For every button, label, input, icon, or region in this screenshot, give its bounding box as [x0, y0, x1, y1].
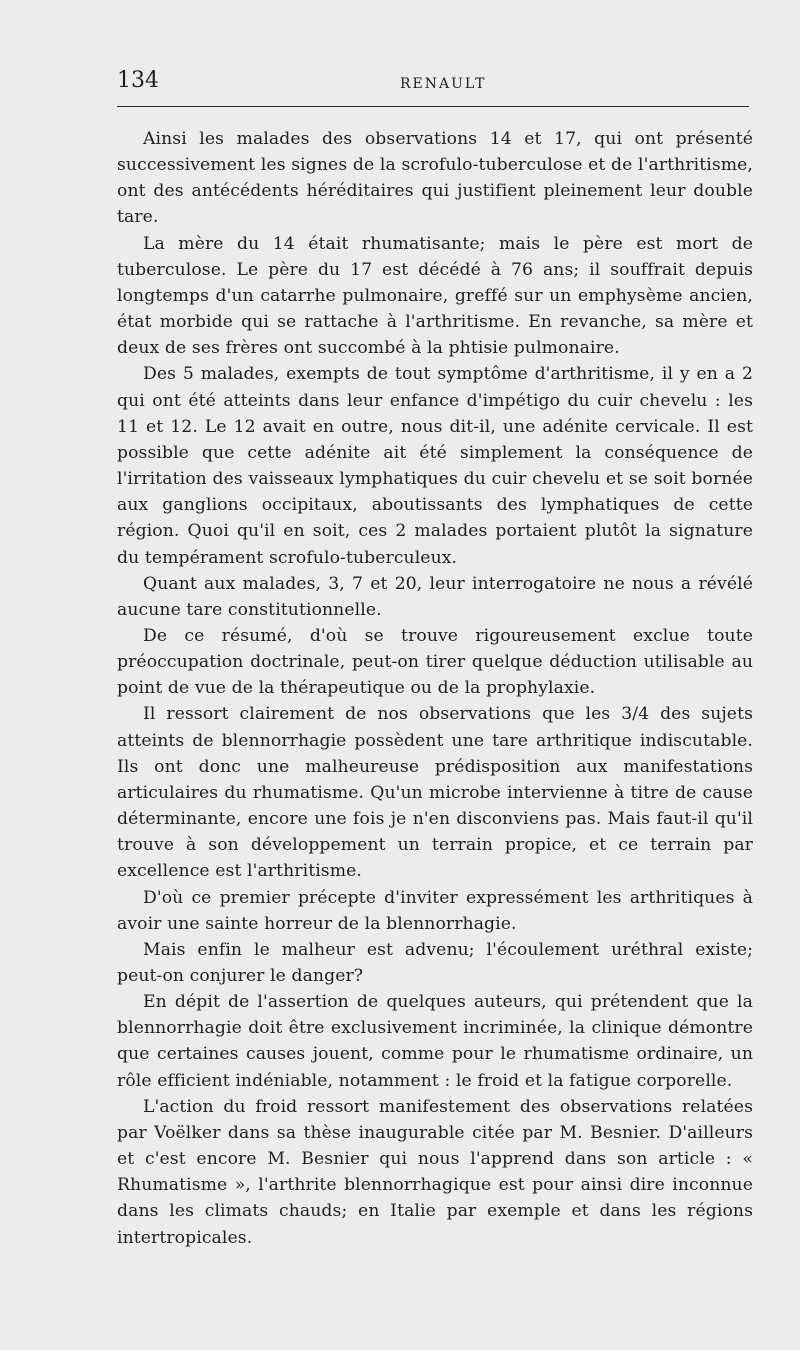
paragraph: La mère du 14 était rhumatisante; mais le père est mort de tuberculose. Le père du 17 est décédé à 76 ans; il souffrait depuis longtemps d'un catarrhe pulmonaire, greffé sur un emphysème ancien, état morbide qui se rattache à l'arthritisme. En revanche, sa mère et deux de ses frères ont succombé à la phtisie pulmonaire.: [117, 233, 753, 359]
page-number: 134: [117, 68, 159, 93]
paragraph: L'action du froid ressort manifestement des observations relatées par Voëlker dans sa thèse inaugurable citée par M. Besnier. D'ailleurs et c'est encore M. Besnier qui nous l'apprend dans son article : « Rhumatisme », l'arthrite blennorrhagique est pour ainsi dire inconnue dans les climats chauds; en Italie par exemple et dans les régions intertropicales.: [117, 1096, 753, 1248]
page-header: [117, 64, 749, 104]
paragraph: Mais enfin le malheur est advenu; l'écoulement uréthral existe; peut-on conjurer le danger?: [117, 939, 753, 986]
paragraph: En dépit de l'assertion de quelques auteurs, qui prétendent que la blennorrhagie doit être exclusivement incriminée, la clinique démontre que certaines causes jouent, comme pour le rhumatisme ordinaire, un rôle efficient indéniable, notamment : le froid et la fatigue corporelle.: [117, 992, 753, 1091]
body-text: [117, 126, 753, 1251]
header-rule: [117, 106, 749, 107]
paragraph: Des 5 malades, exempts de tout symptôme d'arthritisme, il y en a 2 qui ont été atteints dans leur enfance d'impétigo du cuir chevelu : les 11 et 12. Le 12 avait en outre, nous dit-il, une adénite cervicale. Il est possible que cette adénite ait été simplement la conséquence de l'irritation des vaisseaux lymphatiques du cuir chevelu et se soit bornée aux ganglions occipitaux, aboutissants des lymphatiques de cette région. Quoi qu'il en soit, ces 2 malades portaient plutôt la signature du tempérament scrofulo-tuberculeux.: [117, 364, 753, 568]
paragraph: D'où ce premier précepte d'inviter expressément les arthritiques à avoir une sainte horreur de la blennorrhagie.: [117, 887, 753, 934]
paragraph: Ainsi les malades des observations 14 et 17, qui ont présenté successivement les signes de la scrofulo-tuberculose et de l'arthritisme, ont des antécédents héréditaires qui justifient pleinement leur double tare.: [117, 129, 753, 228]
paragraph: Quant aux malades, 3, 7 et 20, leur interrogatoire ne nous a révélé aucune tare constitutionnelle.: [117, 573, 753, 620]
paragraph: Il ressort clairement de nos observations que les 3/4 des sujets atteints de blennorrhagie possèdent une tare arthritique indiscutable. Ils ont donc une malheureuse prédisposition aux manifestations articulaires du rhumatisme. Qu'un microbe intervienne à titre de cause déterminante, encore une fois je n'en disconviens pas. Mais faut-il qu'il trouve à son développement un terrain propice, et ce terrain par excellence est l'arthritisme.: [117, 704, 753, 882]
running-head: RENAULT: [400, 76, 487, 92]
paragraph: De ce résumé, d'où se trouve rigoureusement exclue toute préoccupation doctrinale, peut-on tirer quelque déduction utilisable au point de vue de la thérapeutique ou de la prophylaxie.: [117, 625, 753, 699]
